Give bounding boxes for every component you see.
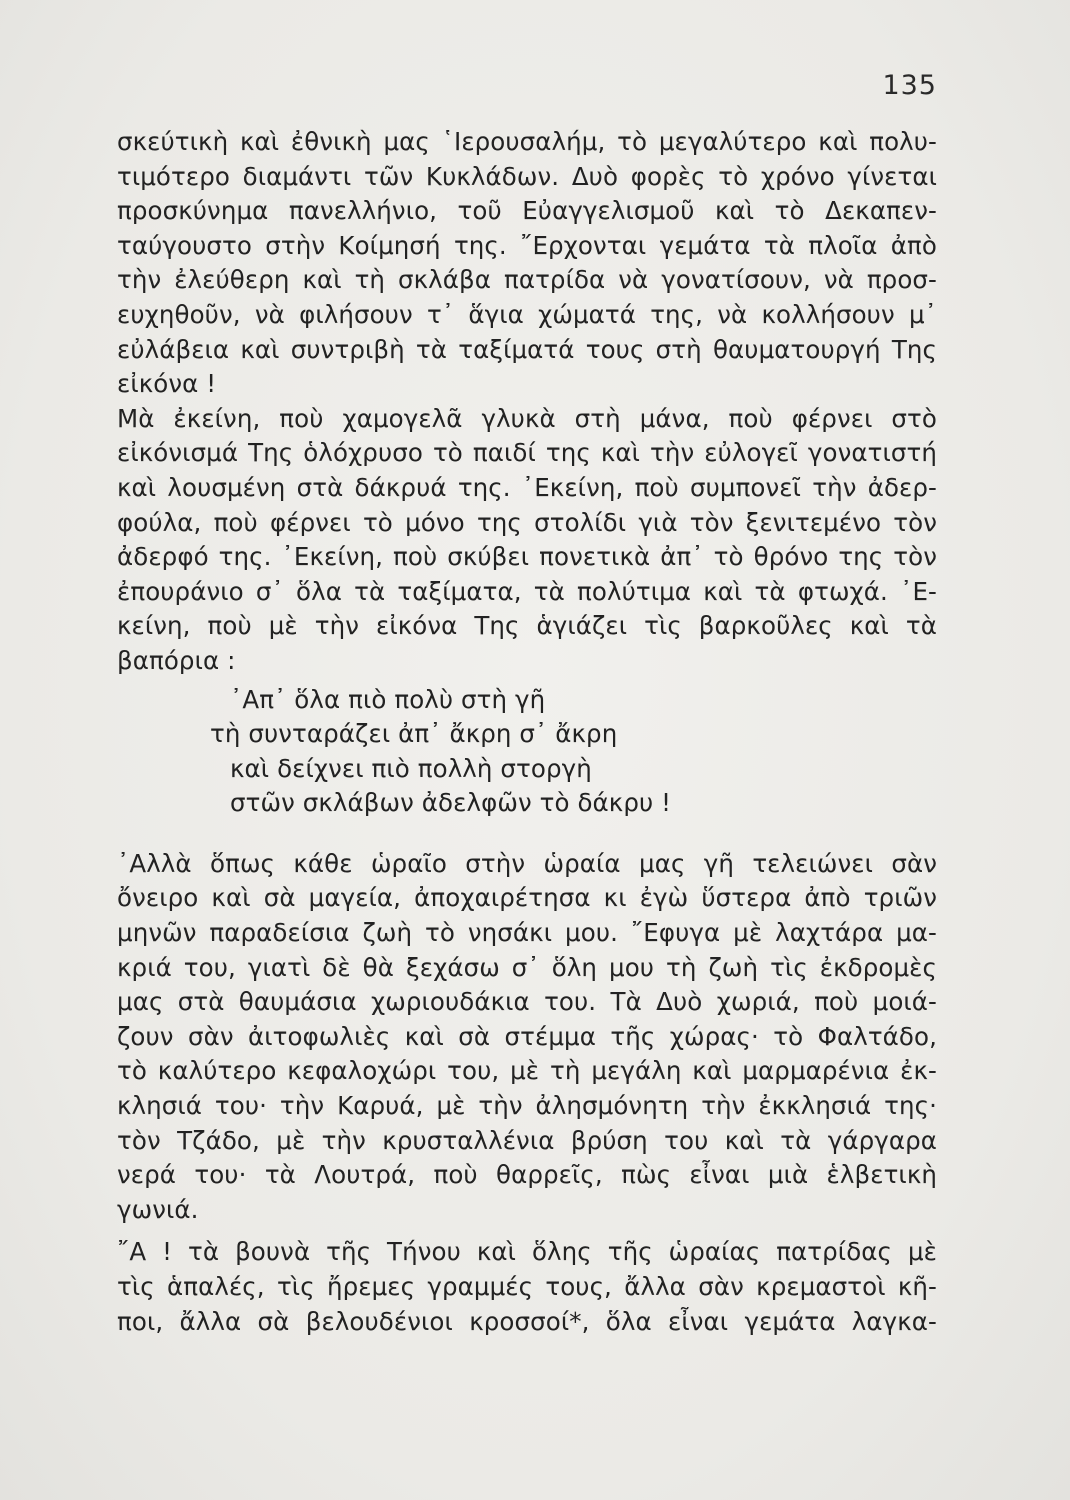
text-line: ῎Α ! τὰ βουνὰ τῆς Τήνου καὶ ὅλης τῆς ὡραίας πατρίδας μὲ — [117, 1237, 937, 1267]
body-text — [117, 125, 937, 1339]
text-line: ταύγουστο στὴν Κοίμησή της. ῎Ερχονται γεμάτα τὰ πλοῖα ἀπὸ — [117, 230, 937, 260]
text-line: κείνη, ποὺ μὲ τὴν εἰκόνα Της ἁγιάζει τὶς βαρκοῦλες καὶ τὰ — [117, 611, 937, 641]
poem-line: στῶν σκλάβων ἀδελφῶν τὸ δάκρυ ! — [230, 788, 672, 818]
poem-line: ᾿Απ᾿ ὅλα πιὸ πολὺ στὴ γῆ — [230, 684, 546, 714]
text-line: σκεύτικὴ καὶ ἐθνικὴ μας ῾Ιερουσαλήμ, τὸ μεγαλύτερο καὶ πολυ- — [117, 127, 937, 156]
poem-stanza — [117, 683, 937, 821]
text-line — [117, 402, 937, 437]
page-number: 135 — [882, 70, 937, 101]
text-line: ἐπουράνιο σ᾿ ὅλα τὰ ταξίματα, τὰ πολύτιμα καὶ τὰ φτωχά. ᾿Ε- — [117, 576, 937, 606]
poem-line: τὴ συνταράζει ἀπ᾿ ἄκρη σ᾿ ἄκρη — [210, 719, 618, 749]
text-line: εἰκόνισμά Της ὁλόχρυσο τὸ παιδί της καὶ τὴν εὐλογεῖ γονατιστή — [117, 438, 937, 468]
text-line: βαπόρια : — [117, 645, 236, 675]
text-line: κλησιά του· τὴν Καρυά, μὲ τὴν ἀλησμόνητη τὴν ἐκκλησιά της· — [117, 1091, 937, 1121]
text-line: μηνῶν παραδείσια ζωὴ τὸ νησάκι μου. ῎Εφυγα μὲ λαχτάρα μα- — [117, 918, 937, 948]
text-line: ευχηθοῦν, νὰ φιλήσουν τ᾿ ἅγια χώματά της, νὰ κολλήσουν μ᾿ — [117, 299, 937, 329]
text-line: κριά του, γιατὶ δὲ θὰ ξεχάσω σ᾿ ὅλη μου τὴ ζωὴ τὶς ἐκδρομὲς — [117, 952, 937, 982]
text-line: εἰκόνα ! — [117, 369, 217, 399]
paragraph — [117, 125, 937, 402]
text-line: τὶς ἁπαλές, τὶς ἤρεμες γραμμές τους, ἄλλα σὰν κρεμαστοὶ κῆ- — [117, 1272, 937, 1301]
text-line: φούλα, ποὺ φέρνει τὸ μόνο της στολίδι γιὰ τὸν ξενιτεμένο τὸν — [117, 507, 937, 537]
poem-line: καὶ δείχνει πιὸ πολλὴ στοργὴ — [230, 753, 592, 783]
text-line: τιμότερο διαμάντι τῶν Κυκλάδων. Δυὸ φορὲς τὸ χρόνο γίνεται — [117, 161, 937, 191]
text-line: τὸν Τζάδο, μὲ τὴν κρυσταλλένια βρύση του καὶ τὰ γάργαρα — [117, 1125, 937, 1155]
text-line: ἀδερφό της. ᾿Εκείνη, ποὺ σκύβει πονετικὰ ἀπ᾿ τὸ θρόνο της τὸν — [117, 542, 937, 572]
text-line: τὸ καλύτερο κεφαλοχώρι του, μὲ τὴ μεγάλη καὶ μαρμαρένια ἐκ- — [117, 1056, 937, 1086]
text-line: προσκύνημα πανελλήνιο, τοῦ Εὐαγγελισμοῦ καὶ τὸ Δεκαπεν- — [117, 196, 937, 226]
text-line: καὶ λουσμένη στὰ δάκρυά της. ᾿Εκείνη, ποὺ συμπονεῖ τὴν ἀδερ- — [117, 472, 937, 502]
text-line: τὴν ἐλεύθερη καὶ τὴ σκλάβα πατρίδα νὰ γονατίσουν, νὰ προσ- — [117, 265, 937, 295]
paragraph — [117, 1235, 937, 1339]
paragraph — [117, 402, 937, 679]
text-line: γωνιά. — [117, 1194, 199, 1224]
text-line: ζουν σὰν ἀιτοφωλιὲς καὶ σὰ στέμμα τῆς χώρας· τὸ Φαλτάδο, — [117, 1021, 937, 1051]
text-line: ὄνειρο καὶ σὰ μαγεία, ἀποχαιρέτησα κι ἐγὼ ὕστερα ἀπὸ τριῶν — [117, 883, 937, 913]
text-line: εὐλάβεια καὶ συντριβὴ τὰ ταξίματά τους στὴ θαυματουργή Της — [117, 334, 937, 364]
text-line: νερά του· τὰ Λουτρά, ποὺ θαρρεῖς, πὼς εἶναι μιὰ ἑλβετικὴ — [117, 1160, 937, 1190]
paragraph — [117, 847, 937, 1228]
text-line: ᾿Αλλὰ ὅπως κάθε ὡραῖο στὴν ὡραία μας γῆ τελειώνει σὰν — [117, 848, 937, 878]
text-line: ποι, ἄλλα σὰ βελουδένιοι κροσσοί*, ὅλα εἶναι γεμάτα λαγκα- — [117, 1306, 937, 1336]
text-line: μας στὰ θαυμάσια χωριουδάκια του. Τὰ Δυὸ χωριά, ποὺ μοιά- — [117, 987, 937, 1017]
text-line-content: Μὰ ἐκείνη, ποὺ χαμογελᾶ γλυκὰ στὴ μάνα, ποὺ φέρνει στὸ — [117, 403, 937, 433]
